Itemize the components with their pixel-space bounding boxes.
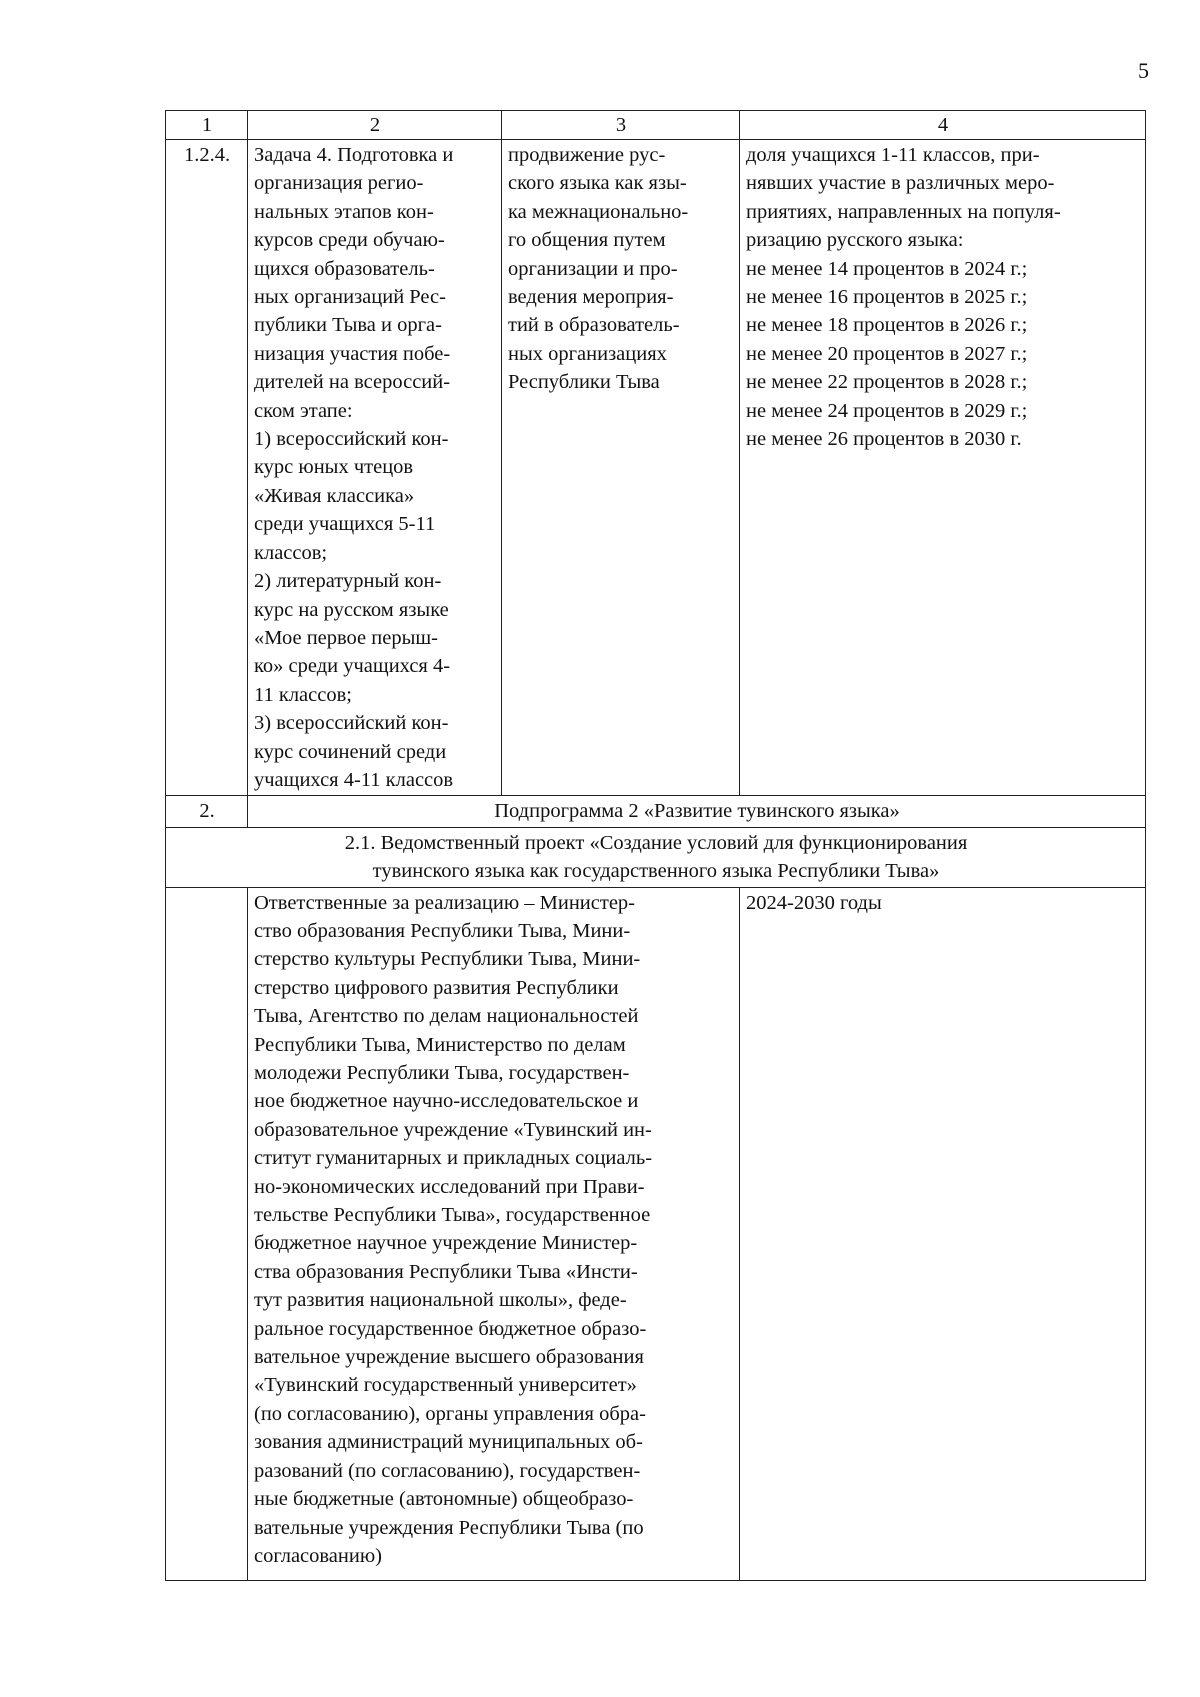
- table-row-2-1: [166, 827, 1146, 887]
- period-cell: 2024-2030 годы: [740, 887, 1146, 1580]
- header-col-2: 2: [248, 111, 502, 140]
- task-cell: Задача 4. Подготовка и организация регио- нальных этапов кон- курсов среди обучаю- щихся образователь- ных организаций Рес- публики Тыва и орга- низация участия побе- дителей на всероссий- ском этапе: 1) всероссийский кон- курс юных чтецов «Живая классика» среди учащихся 5-11 классов; 2) литературный кон- курс на русском языке «Мое первое перыш- ко» среди учащихся 4- 11 классов; 3) всероссийский кон- курс сочинений среди учащихся 4-11 классов: [248, 140, 502, 796]
- table-row-2: [166, 796, 1146, 827]
- responsible-cell: Ответственные за реализацию – Министер- ство образования Республики Тыва, Мини- стерство культуры Республики Тыва, Мини- стерство цифрового развития Республики Тыва, Агентство по делам национальностей Республики Тыва, Министерство по делам молодежи Республики Тыва, государствен- ное бюджетное научно-исследовательское и образовательное учреждение «Тувинский ин- ститут гуманитарных и прикладных социаль- но-экономических исследований при Прави- тельстве Республики Тыва», государственное бюджетное научное учреждение Министер- ства образования Республики Тыва «Инсти- тут развития национальной школы», феде- ральное государственное бюджетное образо- вательное учреждение высшего образования «Тувинский государственный университет» (по согласованию), органы управления обра- зования администраций муниципальных об- разований (по согласованию), государствен- ные бюджетные (автономные) общеобразо- вательные учреждения Республики Тыва (по согласованию): [248, 887, 740, 1580]
- subprogram-title: Подпрограмма 2 «Развитие тувинского языка»: [248, 796, 1146, 827]
- page-number: 5: [1138, 58, 1149, 83]
- table-header-row: [166, 111, 1146, 140]
- header-col-3: 3: [502, 111, 740, 140]
- row-number: [166, 887, 248, 1580]
- header-col-4: 4: [740, 111, 1146, 140]
- indicator-cell: доля учащихся 1-11 классов, при- нявших участие в различных меро- приятиях, направленных на популя- ризацию русского языка: не менее 14 процентов в 2024 г.; не менее 16 процентов в 2025 г.; не менее 18 процентов в 2026 г.; не менее 20 процентов в 2027 г.; не менее 22 процентов в 2028 г.; не менее 24 процентов в 2029 г.; не менее 26 процентов в 2030 г.: [740, 140, 1146, 796]
- program-table: [165, 110, 1146, 1581]
- departmental-project-title: 2.1. Ведомственный проект «Создание условий для функционирования тувинского языка как государственного языка Республики Тыва»: [166, 827, 1146, 887]
- row-number: 2.: [166, 796, 248, 827]
- goal-cell: продвижение рус- ского языка как язы- ка межнационально- го общения путем организации и про- ведения мероприя- тий в образователь- ных организациях Республики Тыва: [502, 140, 740, 796]
- header-col-1: 1: [166, 111, 248, 140]
- row-number: 1.2.4.: [166, 140, 248, 796]
- table-row-1-2-4: [166, 140, 1146, 796]
- table-row-responsible: [166, 887, 1146, 1580]
